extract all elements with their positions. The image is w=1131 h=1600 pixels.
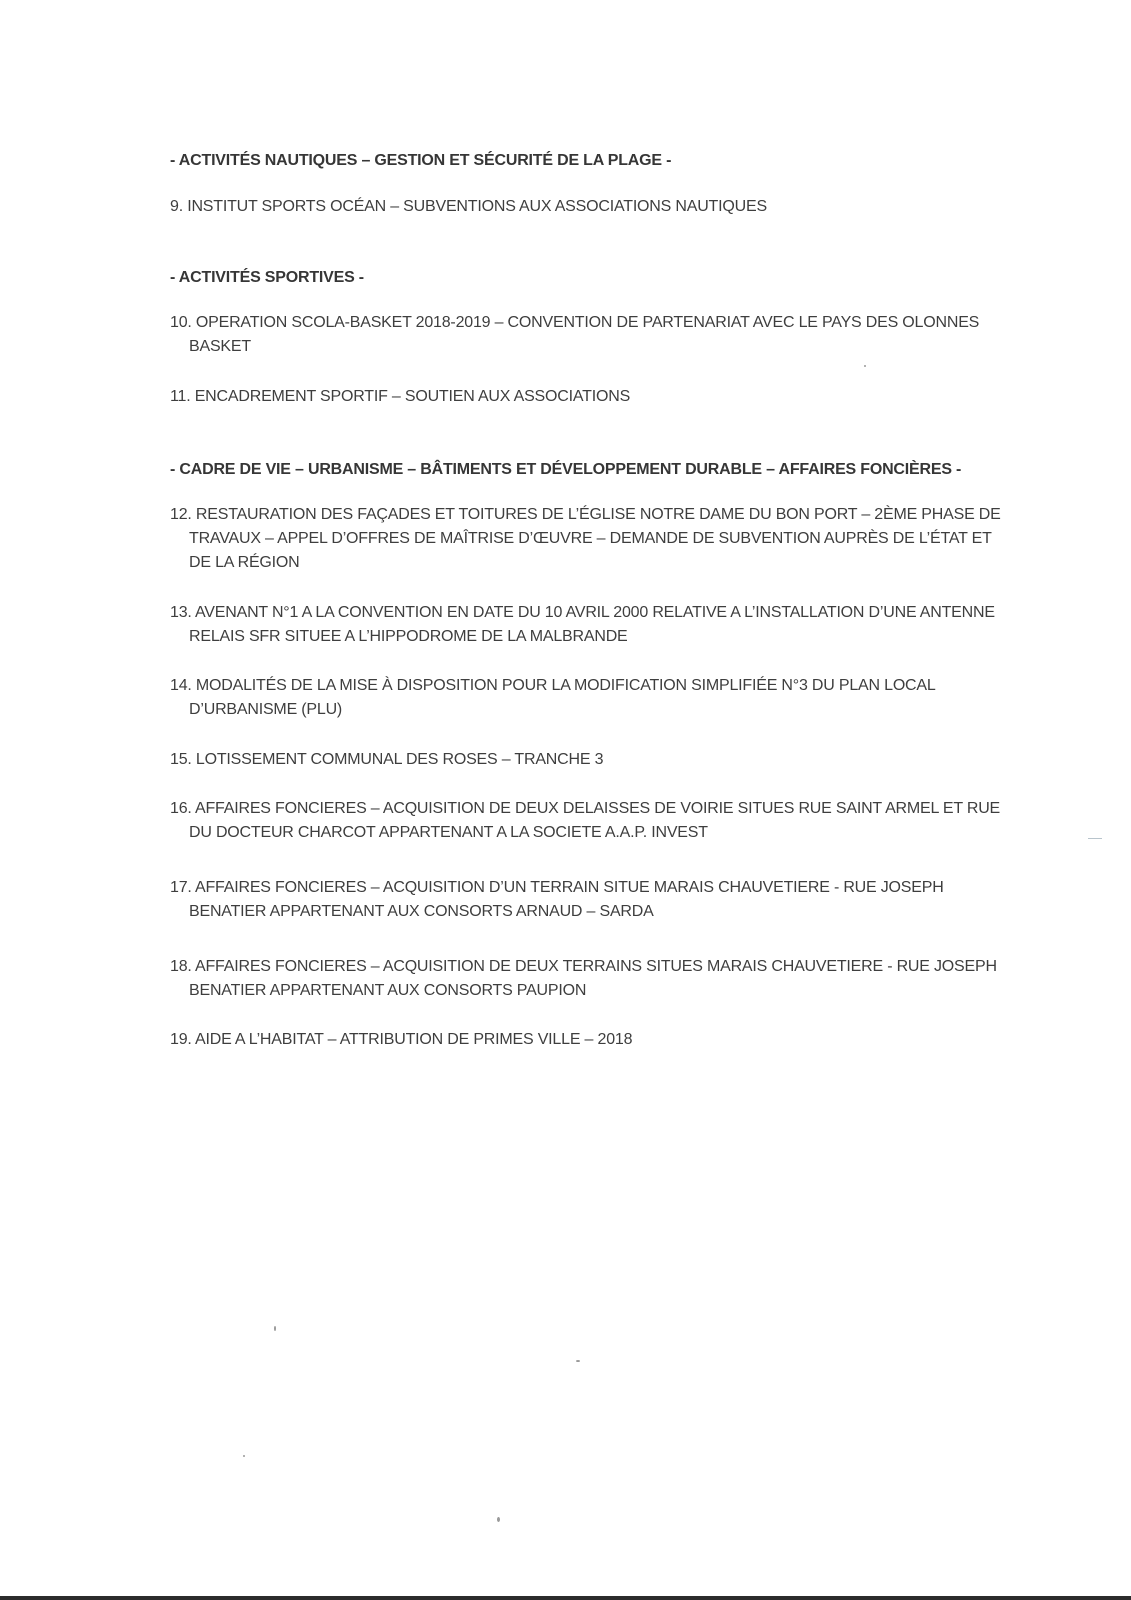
agenda-item-number: 15. bbox=[170, 751, 196, 768]
agenda-item-number: 19. bbox=[170, 1031, 196, 1048]
scan-speck bbox=[243, 1455, 245, 1457]
scan-speck bbox=[864, 365, 866, 367]
agenda-item-number: 13. bbox=[170, 604, 196, 621]
agenda-item-text: OPERATION SCOLA-BASKET 2018-2019 – CONVENTION DE PARTENARIAT AVEC LE PAYS DES OLONNES BASKET bbox=[189, 314, 980, 355]
agenda-item-number: 12. bbox=[170, 506, 196, 523]
scan-speck bbox=[1088, 838, 1102, 839]
section-title-nautical: - ACTIVITÉS NAUTIQUES – GESTION ET SÉCURITÉ DE LA PLAGE - bbox=[170, 152, 672, 169]
scan-speck bbox=[497, 1517, 500, 1522]
agenda-item-text: AVENANT N°1 A LA CONVENTION EN DATE DU 10 AVRIL 2000 RELATIVE A L’INSTALLATION D’UNE ANTENNE RELAIS SFR SITUEE A L’HIPPODROME DE LA MALBRANDE bbox=[189, 604, 995, 645]
agenda-item-text: AFFAIRES FONCIERES – ACQUISITION DE DEUX DELAISSES DE VOIRIE SITUES RUE SAINT ARMEL ET RUE DU DOCTEUR CHARCOT APPARTENANT A LA SOCIETE A.A.P. INVEST bbox=[189, 800, 1001, 841]
agenda-item-number: 18. bbox=[170, 958, 196, 975]
agenda-item-text: ENCADREMENT SPORTIF – SOUTIEN AUX ASSOCIATIONS bbox=[194, 388, 631, 405]
agenda-item-text: INSTITUT SPORTS OCÉAN – SUBVENTIONS AUX ASSOCIATIONS NAUTIQUES bbox=[187, 198, 767, 215]
agenda-item-text: RESTAURATION DES FAÇADES ET TOITURES DE L’ÉGLISE NOTRE DAME DU BON PORT – 2ÈME PHASE DE TRAVAUX – APPEL D’OFFRES DE MAÎTRISE D’ŒUVRE – DEMANDE DE SUBVENTION AUPRÈS DE L’ÉTAT ET DE LA RÉGION bbox=[189, 506, 1001, 571]
agenda-item-text: AFFAIRES FONCIERES – ACQUISITION D’UN TERRAIN SITUE MARAIS CHAUVETIERE - RUE JOSEPH BENATIER APPARTENANT AUX CONSORTS ARNAUD – SARDA bbox=[189, 879, 944, 920]
agenda-item-13 bbox=[170, 601, 1010, 649]
agenda-item-text: MODALITÉS DE LA MISE À DISPOSITION POUR LA MODIFICATION SIMPLIFIÉE N°3 DU PLAN LOCAL D’URBANISME (PLU) bbox=[189, 677, 935, 718]
agenda-content bbox=[170, 152, 1010, 1052]
scan-speck bbox=[274, 1326, 276, 1331]
agenda-item-14 bbox=[170, 674, 1010, 722]
agenda-item-10 bbox=[170, 311, 1010, 359]
section-title-sports: - ACTIVITÉS SPORTIVES - bbox=[170, 269, 364, 286]
agenda-item-number: 14. bbox=[170, 677, 196, 694]
agenda-item-number: 16. bbox=[170, 800, 196, 817]
agenda-item-text: LOTISSEMENT COMMUNAL DES ROSES – TRANCHE 3 bbox=[195, 751, 604, 768]
agenda-item-number: 9. bbox=[170, 198, 188, 215]
agenda-item-9 bbox=[170, 195, 1010, 219]
agenda-item-15 bbox=[170, 748, 1010, 772]
agenda-item-number: 17. bbox=[170, 879, 196, 896]
agenda-item-11 bbox=[170, 385, 1010, 409]
scan-bottom-edge bbox=[0, 1596, 1131, 1600]
agenda-item-18 bbox=[170, 955, 1010, 1003]
agenda-item-text: AIDE A L’HABITAT – ATTRIBUTION DE PRIMES VILLE – 2018 bbox=[195, 1031, 633, 1048]
section-title-living-environment: - CADRE DE VIE – URBANISME – BÂTIMENTS ET DÉVELOPPEMENT DURABLE – AFFAIRES FONCIÈRES - bbox=[170, 461, 962, 478]
agenda-item-number: 10. bbox=[170, 314, 196, 331]
agenda-item-16 bbox=[170, 797, 1010, 845]
agenda-item-number: 11. bbox=[170, 388, 195, 405]
scan-speck bbox=[576, 1360, 580, 1362]
agenda-item-19 bbox=[170, 1028, 1010, 1052]
agenda-item-text: AFFAIRES FONCIERES – ACQUISITION DE DEUX TERRAINS SITUES MARAIS CHAUVETIERE - RUE JOSEPH BENATIER APPARTENANT AUX CONSORTS PAUPION bbox=[189, 958, 997, 999]
agenda-item-12 bbox=[170, 503, 1010, 575]
agenda-item-17 bbox=[170, 876, 1010, 924]
